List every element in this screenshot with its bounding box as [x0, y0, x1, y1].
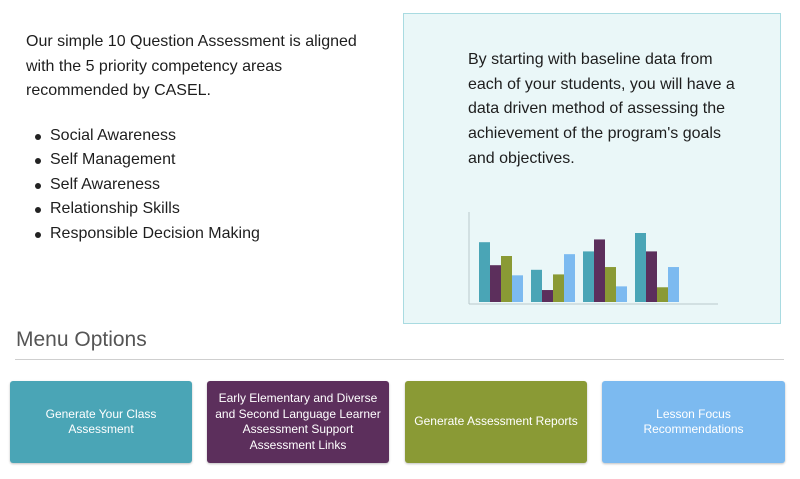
- competency-list: [26, 124, 376, 247]
- lesson-focus-recommendations-button[interactable]: Lesson Focus Recommendations: [602, 381, 785, 463]
- competency-item: Self Awareness: [26, 173, 376, 198]
- info-panel-text: By starting with baseline data from each of your students, you will have a data driven method of assessing the achievement of the program's goals and objectives.: [468, 51, 735, 167]
- menu-divider: [15, 359, 784, 360]
- competency-item: Social Awareness: [26, 124, 376, 149]
- info-panel: [403, 13, 781, 324]
- competency-item: Self Management: [26, 148, 376, 173]
- competency-item: Responsible Decision Making: [26, 222, 376, 247]
- chart-bar: [564, 254, 575, 302]
- chart-bar: [501, 256, 512, 302]
- chart-bar: [594, 239, 605, 302]
- chart-bar: [635, 233, 646, 302]
- competency-item: Relationship Skills: [26, 197, 376, 222]
- chart-bar: [479, 242, 490, 302]
- chart-bar: [646, 251, 657, 302]
- chart-bar: [605, 267, 616, 302]
- chart-bar: [583, 251, 594, 302]
- chart-bars: [479, 233, 679, 302]
- generate-assessment-reports-button[interactable]: Generate Assessment Reports: [405, 381, 587, 463]
- chart-bar: [512, 275, 523, 302]
- menu-options-title: Menu Options: [16, 328, 147, 351]
- chart-bar: [490, 265, 501, 302]
- intro-section: [26, 30, 376, 246]
- generate-class-assessment-button[interactable]: Generate Your Class Assessment: [10, 381, 192, 463]
- assessment-support-links-button[interactable]: Early Elementary and Diverse and Second Language Learner Assessment Support Assessment Links: [207, 381, 389, 463]
- intro-paragraph: Our simple 10 Question Assessment is aligned with the 5 priority competency areas recommended by CASEL.: [26, 33, 357, 99]
- chart-bar: [553, 274, 564, 302]
- chart-bar: [531, 270, 542, 302]
- chart-bar: [616, 286, 627, 302]
- baseline-bar-chart: [404, 14, 782, 325]
- chart-bar: [657, 287, 668, 302]
- chart-bar: [542, 290, 553, 302]
- chart-bar: [668, 267, 679, 302]
